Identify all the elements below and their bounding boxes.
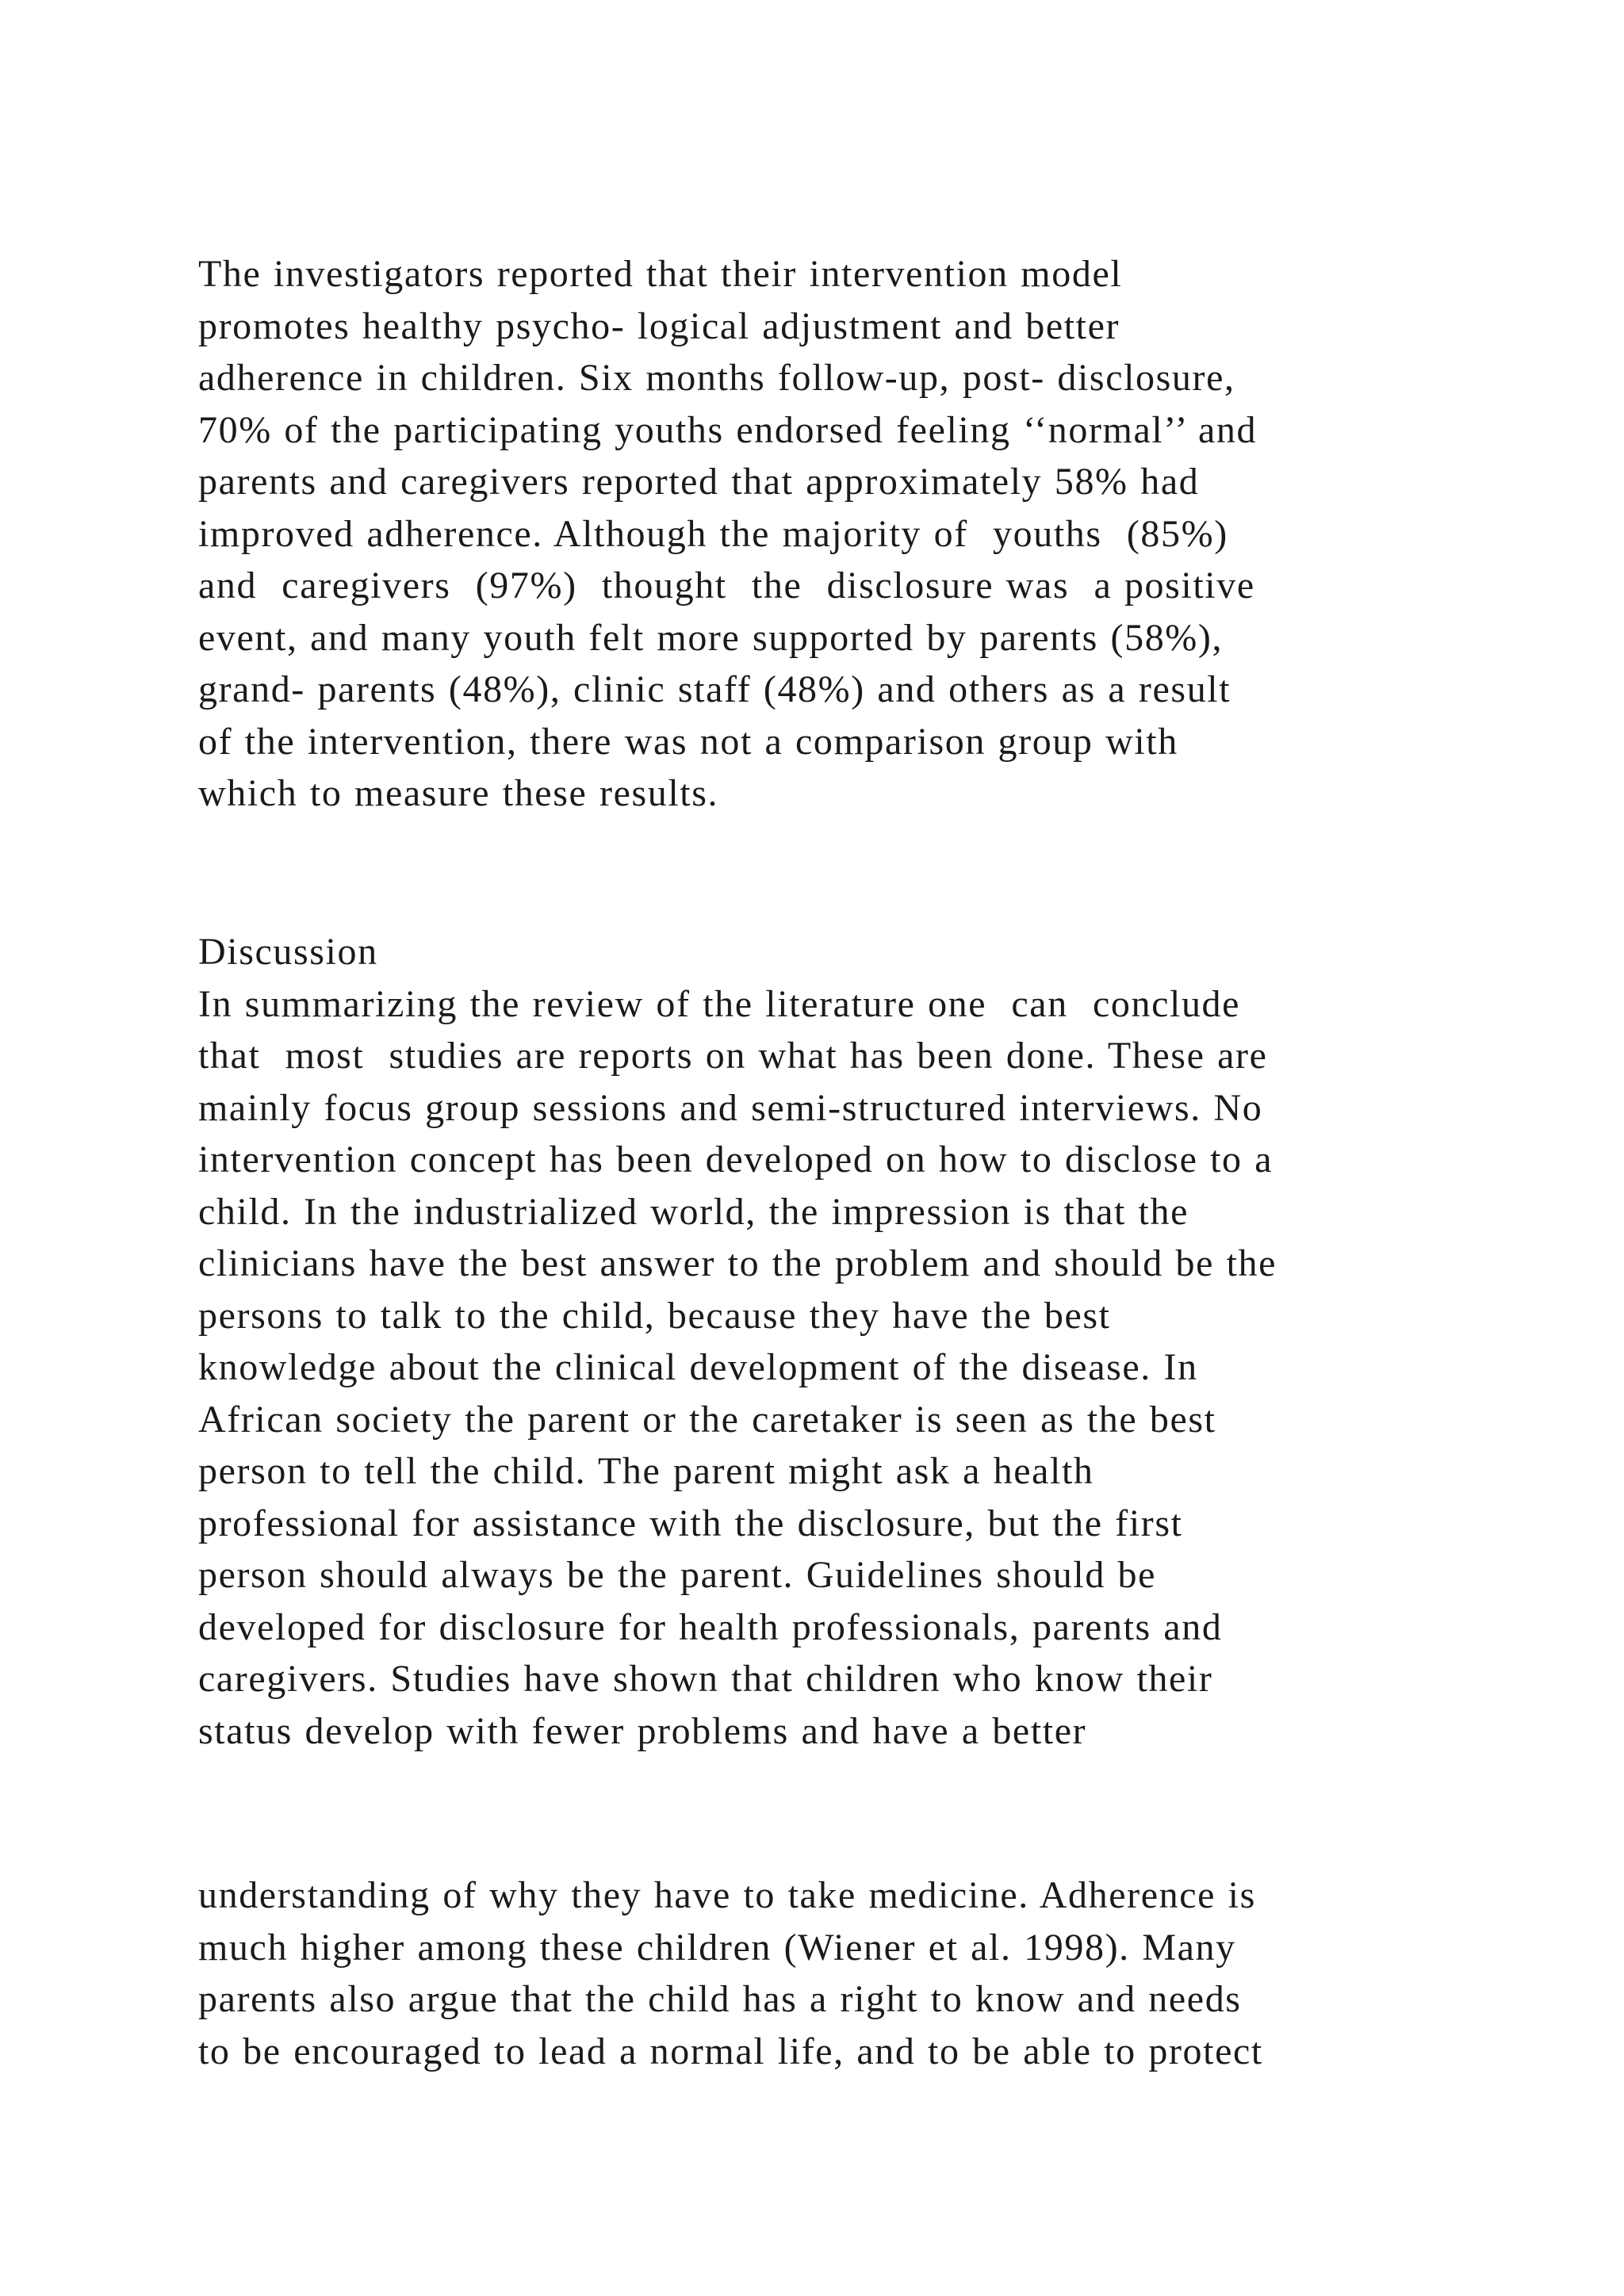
- text-line: professional for assistance with the disclosure, but the first: [198, 1502, 1183, 1544]
- intro-paragraph: [198, 248, 1467, 820]
- text-line: adherence in children. Six months follow-up, post- disclosure,: [198, 357, 1235, 399]
- text-line: African society the parent or the caretaker is seen as the best: [198, 1398, 1216, 1441]
- text-line: and caregivers (97%) thought the disclosure was a positive: [198, 564, 1255, 607]
- text-line: parents also argue that the child has a right to know and needs: [198, 1978, 1242, 2020]
- text-line: developed for disclosure for health professionals, parents and: [198, 1605, 1223, 1648]
- text-line: which to measure these results.: [198, 772, 719, 814]
- text-line: child. In the industrialized world, the impression is that the: [198, 1190, 1189, 1233]
- text-line: understanding of why they have to take medicine. Adherence is: [198, 1874, 1256, 1916]
- text-line: 70% of the participating youths endorsed feeling ‘‘normal’’ and: [198, 408, 1258, 451]
- text-line: parents and caregivers reported that approximately 58% had: [198, 461, 1200, 503]
- text-line: improved adherence. Although the majority of youths (85%): [198, 512, 1228, 555]
- text-line: knowledge about the clinical development of the disease. In: [198, 1346, 1198, 1388]
- text-line: intervention concept has been developed on how to disclose to a: [198, 1138, 1274, 1181]
- text-line: that most studies are reports on what has been done. These are: [198, 1035, 1268, 1077]
- discussion-section: [198, 926, 1467, 1757]
- text-line: promotes healthy psycho- logical adjustment and better: [198, 304, 1120, 347]
- discussion-heading: Discussion: [198, 931, 378, 973]
- text-line: clinicians have the best answer to the problem and should be the: [198, 1242, 1277, 1284]
- text-line: of the intervention, there was not a comparison group with: [198, 720, 1178, 763]
- text-line: person to tell the child. The parent might ask a health: [198, 1450, 1094, 1492]
- text-line: status develop with fewer problems and have a better: [198, 1709, 1087, 1752]
- text-line: The investigators reported that their intervention model: [198, 253, 1123, 295]
- continued-paragraph: [198, 1869, 1467, 2077]
- text-line: persons to talk to the child, because they have the best: [198, 1294, 1111, 1337]
- text-line: person should always be the parent. Guidelines should be: [198, 1554, 1157, 1596]
- text-line: In summarizing the review of the literature one can conclude: [198, 982, 1241, 1025]
- text-line: mainly focus group sessions and semi-structured interviews. No: [198, 1086, 1263, 1129]
- text-line: much higher among these children (Wiener et al. 1998). Many: [198, 1926, 1236, 1969]
- text-line: to be encouraged to lead a normal life, and to be able to protect: [198, 2030, 1263, 2072]
- text-line: event, and many youth felt more supported by parents (58%),: [198, 616, 1224, 659]
- text-line: grand- parents (48%), clinic staff (48%) and others as a result: [198, 668, 1231, 710]
- text-line: caregivers. Studies have shown that children who know their: [198, 1658, 1213, 1700]
